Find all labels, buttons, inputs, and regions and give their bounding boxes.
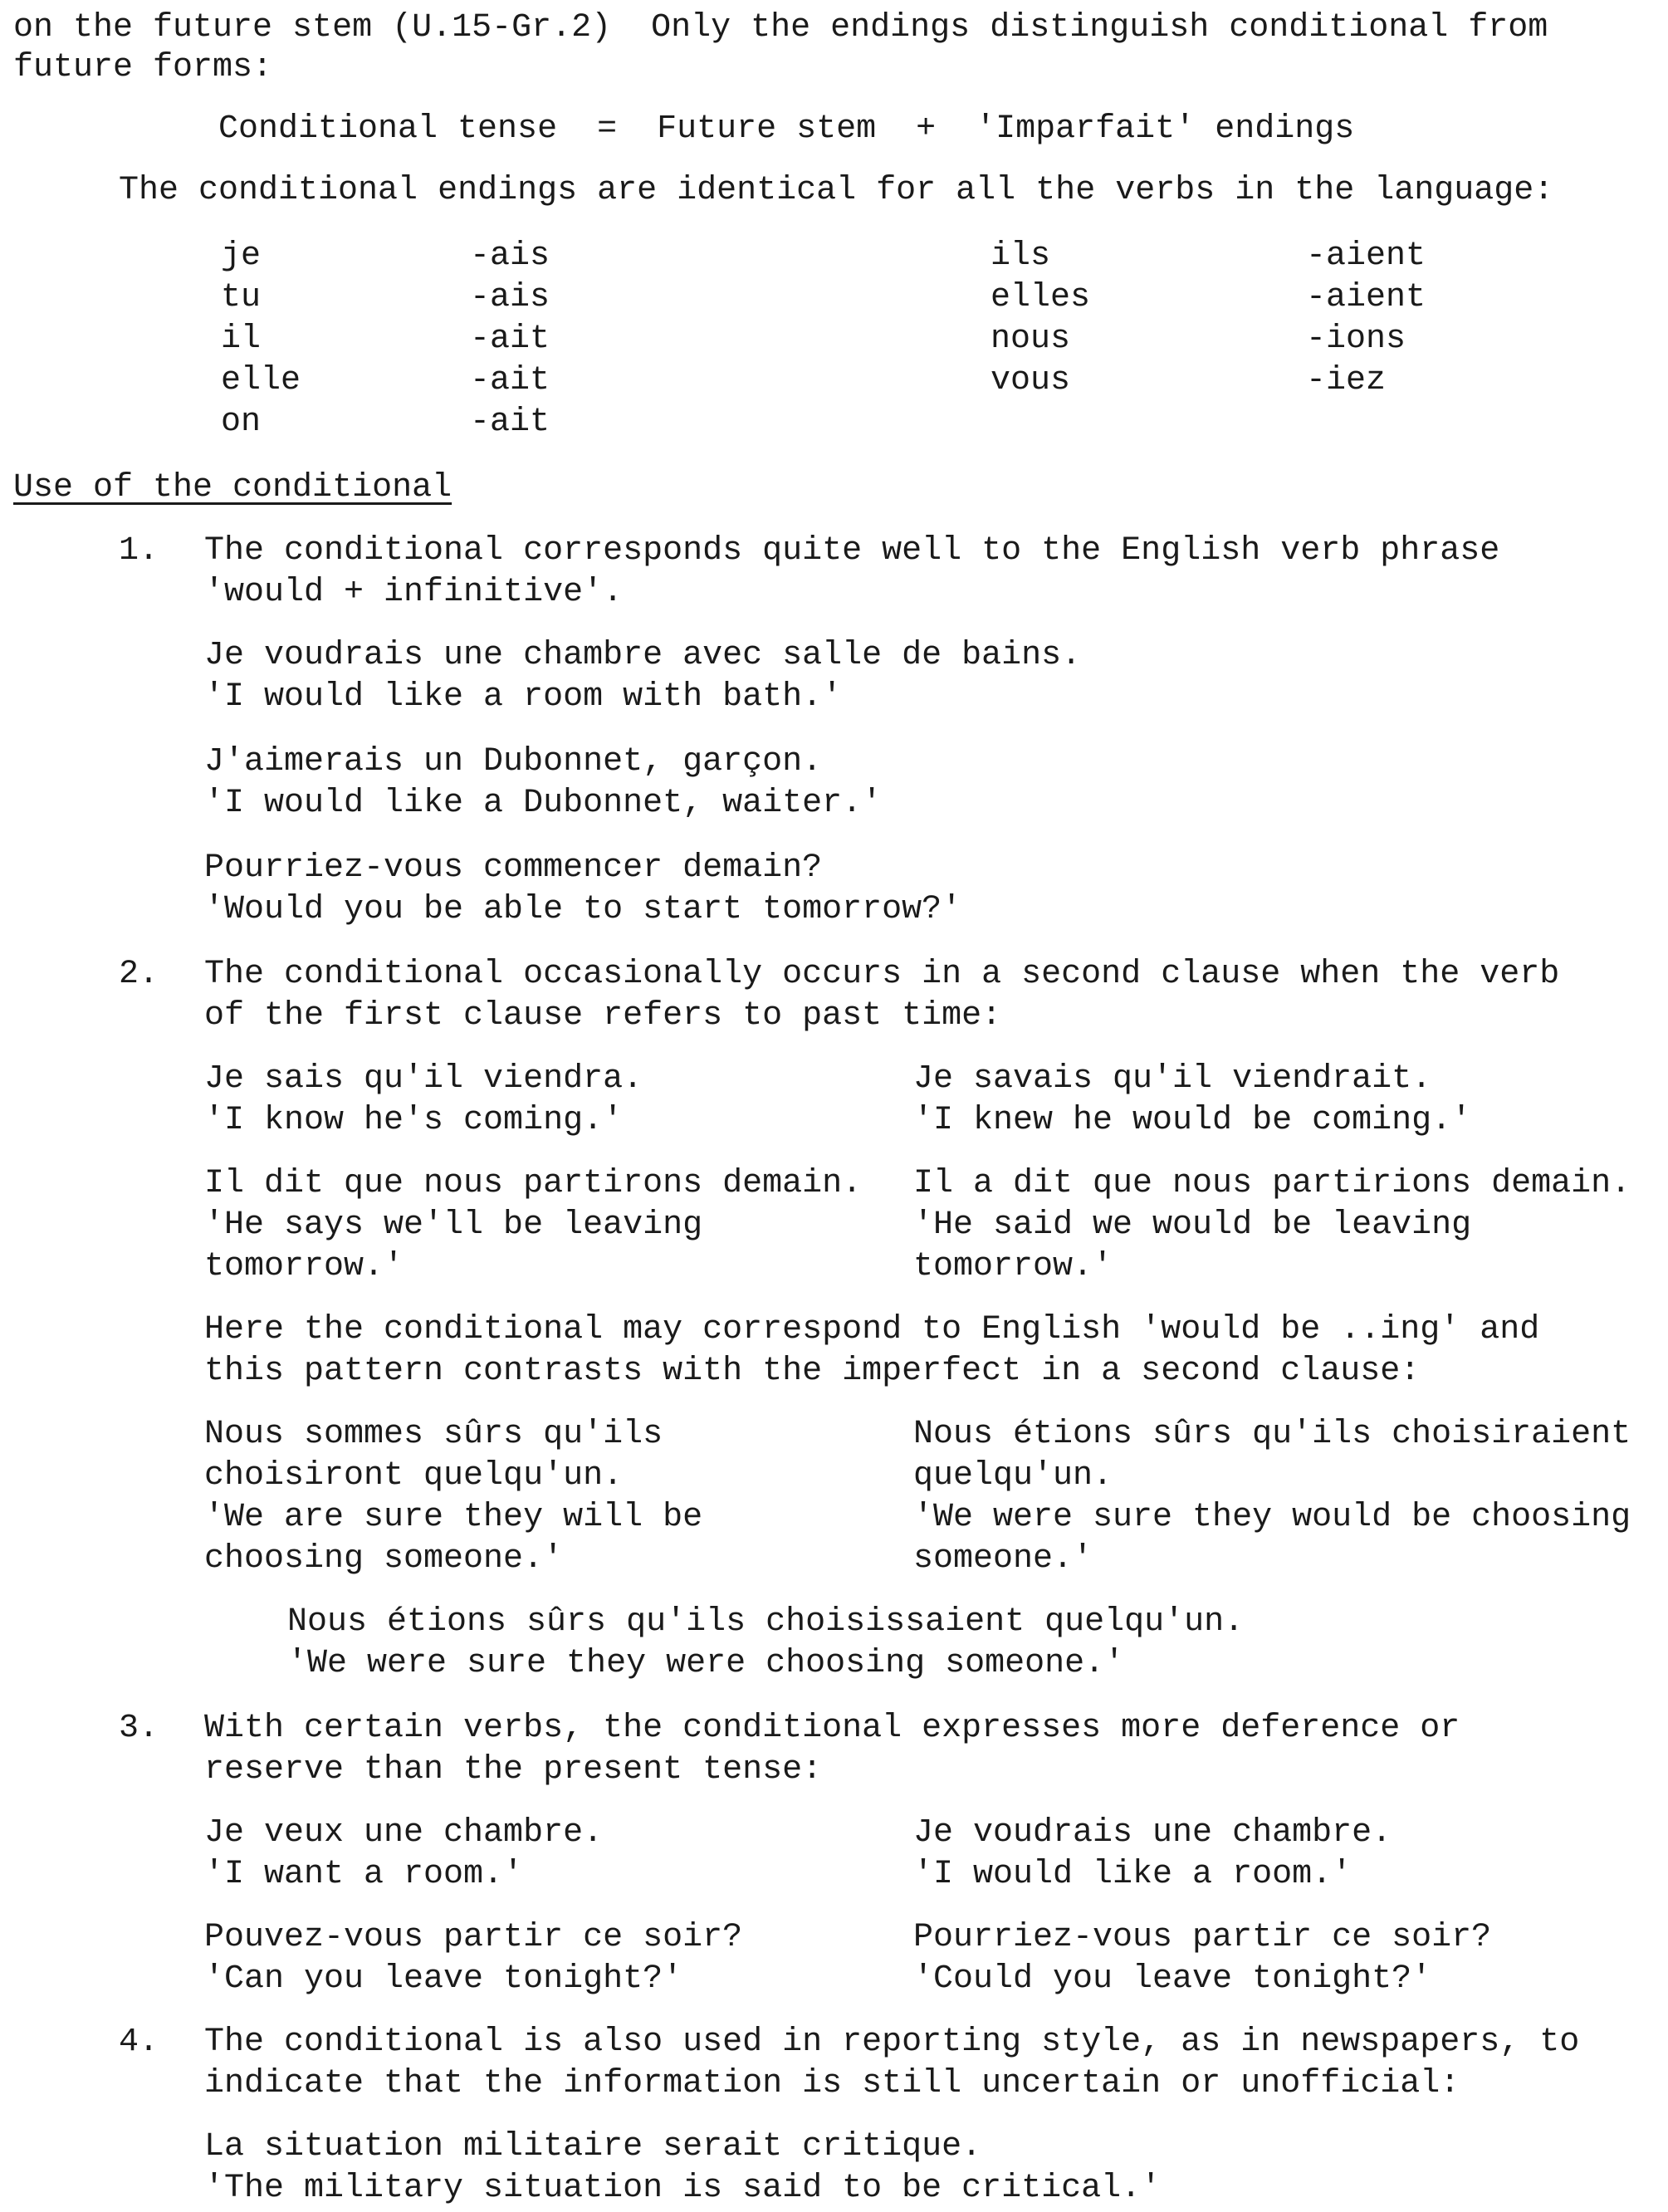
example-english: choosing someone.': [204, 1540, 564, 1578]
pronoun: il: [221, 321, 262, 358]
example-english: 'I would like a Dubonnet, waiter.': [204, 785, 883, 822]
ending: -iez: [1306, 362, 1387, 399]
example-french: J'aimerais un Dubonnet, garçon.: [204, 743, 823, 781]
example-english: 'We were sure they would be choosing: [913, 1499, 1631, 1536]
pronoun: elles: [991, 279, 1091, 316]
example-french: Je savais qu'il viendrait.: [913, 1060, 1432, 1098]
pronoun: je: [221, 237, 262, 275]
ending: -aient: [1306, 279, 1426, 316]
example-french: Nous étions sûrs qu'ils choisissaient quelqu'un.: [287, 1603, 1245, 1641]
example-french: Il a dit que nous partirions demain.: [913, 1165, 1631, 1202]
example-english: 'Could you leave tonight?': [913, 1960, 1432, 1998]
section-heading: Use of the conditional: [13, 469, 452, 507]
item-3-text: reserve than the present tense:: [204, 1751, 823, 1789]
example-french: Pourriez-vous commencer demain?: [204, 849, 823, 887]
example-english: tomorrow.': [913, 1248, 1113, 1285]
intro-line-1: on the future stem (U.15-Gr.2) Only the endings distinguish conditional from: [13, 9, 1548, 46]
example-french: Nous étions sûrs qu'ils choisiraient: [913, 1416, 1631, 1453]
example-french: Je voudrais une chambre avec salle de bains.: [204, 637, 1082, 674]
ending: -aient: [1306, 237, 1426, 275]
pronoun: nous: [991, 321, 1071, 358]
item-3-text: With certain verbs, the conditional expresses more deference or: [204, 1710, 1460, 1747]
example-french: La situation militaire serait critique.: [204, 2128, 982, 2166]
example-french: Il dit que nous partirons demain.: [204, 1165, 863, 1202]
example-english: 'We were sure they were choosing someone.': [287, 1645, 1125, 1682]
pronoun: ils: [991, 237, 1051, 275]
example-english: 'Can you leave tonight?': [204, 1960, 683, 1998]
example-english: 'He said we would be leaving: [913, 1206, 1472, 1244]
item-1-number: 1.: [119, 532, 159, 570]
example-english: tomorrow.': [204, 1248, 404, 1285]
example-english: someone.': [913, 1540, 1093, 1578]
example-english: 'Would you be able to start tomorrow?': [204, 891, 962, 928]
ending: -ais: [470, 279, 550, 316]
example-english: 'We are sure they will be: [204, 1499, 703, 1536]
item-4-text: The conditional is also used in reporting style, as in newspapers, to: [204, 2024, 1580, 2061]
item-2-text: The conditional occasionally occurs in a second clause when the verb: [204, 956, 1560, 993]
example-french: quelqu'un.: [913, 1457, 1113, 1495]
item-3-number: 3.: [119, 1710, 159, 1747]
item-2-text: of the first clause refers to past time:: [204, 997, 1002, 1035]
example-french: Je voudrais une chambre.: [913, 1814, 1392, 1852]
example-english: 'I want a room.': [204, 1856, 524, 1893]
example-english: 'He says we'll be leaving: [204, 1206, 703, 1244]
item-2-number: 2.: [119, 956, 159, 993]
intro-line-2: future forms:: [13, 49, 273, 86]
example-french: Pouvez-vous partir ce soir?: [204, 1919, 743, 1956]
ending: -ait: [470, 321, 550, 358]
conditional-formula: Conditional tense = Future stem + 'Imparfait' endings: [218, 110, 1355, 148]
item-1-text: The conditional corresponds quite well to the English verb phrase: [204, 532, 1500, 570]
example-english: 'I would like a room.': [913, 1856, 1352, 1893]
example-french: Je sais qu'il viendra.: [204, 1060, 643, 1098]
example-french: Nous sommes sûrs qu'ils: [204, 1416, 663, 1453]
example-english: 'I know he's coming.': [204, 1102, 624, 1139]
example-french: choisiront quelqu'un.: [204, 1457, 624, 1495]
pronoun: vous: [991, 362, 1071, 399]
ending: -ions: [1306, 321, 1406, 358]
endings-note: The conditional endings are identical for all the verbs in the language:: [119, 172, 1554, 209]
item-2-note: Here the conditional may correspond to English 'would be ..ing' and: [204, 1311, 1540, 1348]
example-english: 'The military situation is said to be critical.': [204, 2170, 1162, 2207]
pronoun: tu: [221, 279, 262, 316]
item-4-number: 4.: [119, 2024, 159, 2061]
pronoun: elle: [221, 362, 301, 399]
item-1-text: 'would + infinitive'.: [204, 574, 624, 611]
example-english: 'I knew he would be coming.': [913, 1102, 1472, 1139]
item-2-note: this pattern contrasts with the imperfect in a second clause:: [204, 1353, 1421, 1390]
item-4-text: indicate that the information is still uncertain or unofficial:: [204, 2065, 1460, 2102]
ending: -ait: [470, 404, 550, 441]
pronoun: on: [221, 404, 262, 441]
ending: -ais: [470, 237, 550, 275]
example-english: 'I would like a room with bath.': [204, 678, 843, 716]
example-french: Je veux une chambre.: [204, 1814, 604, 1852]
example-french: Pourriez-vous partir ce soir?: [913, 1919, 1492, 1956]
ending: -ait: [470, 362, 550, 399]
